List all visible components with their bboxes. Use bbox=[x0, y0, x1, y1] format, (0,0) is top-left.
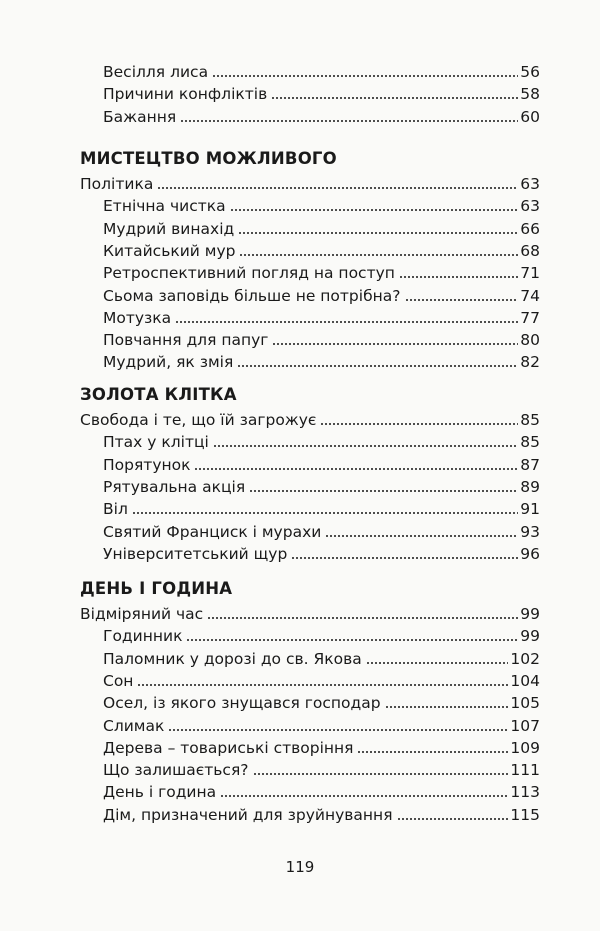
toc-entry-title: Годинник bbox=[103, 627, 183, 646]
toc-entry-page: 77 bbox=[520, 308, 540, 327]
toc-chapter bbox=[80, 601, 540, 623]
dot-leader bbox=[405, 299, 519, 301]
dot-leader bbox=[213, 445, 518, 447]
toc-entry bbox=[103, 216, 540, 238]
toc-entry-title: Весілля лиса bbox=[103, 63, 209, 81]
toc-entry bbox=[103, 452, 540, 474]
toc-entry bbox=[103, 496, 540, 518]
toc-entry bbox=[103, 668, 540, 690]
dot-leader bbox=[366, 662, 509, 664]
toc-entry-title: Мудрий винахід bbox=[103, 219, 235, 238]
toc-entry-page: 99 bbox=[520, 605, 540, 623]
toc-entry-title: Повчання для папуг bbox=[103, 331, 269, 350]
toc-entry bbox=[103, 305, 540, 327]
toc-entry-page: 82 bbox=[520, 353, 540, 372]
toc-entry bbox=[103, 59, 540, 81]
toc-entry bbox=[103, 757, 540, 779]
toc-entry-title: Сьома заповідь більше не потрібна? bbox=[103, 286, 401, 305]
toc-entry-title: Політика bbox=[80, 175, 154, 193]
toc-entry bbox=[103, 327, 540, 349]
toc-entry-page: 104 bbox=[510, 671, 540, 690]
toc-entry-title: Дім, призначений для зруйнування bbox=[103, 805, 393, 824]
toc-entry-page: 66 bbox=[520, 219, 540, 238]
toc-entry-title: Слимак bbox=[103, 716, 165, 735]
toc-entry-title: Птах у клітці bbox=[103, 433, 209, 452]
toc-entry-title: Китайський мур bbox=[103, 241, 236, 260]
toc-entry-title: Святий Франциск і мурахи bbox=[103, 522, 322, 541]
dot-leader bbox=[212, 75, 518, 77]
toc-entry-title: Мудрий, як змія bbox=[103, 353, 234, 372]
toc-entry-title: Сон bbox=[103, 671, 134, 690]
toc-entry-page: 56 bbox=[520, 63, 540, 81]
toc-entry-page: 115 bbox=[510, 805, 540, 824]
dot-leader bbox=[230, 209, 519, 211]
toc-entry-title: Свобода і те, що їй загрожує bbox=[80, 411, 317, 429]
toc-entry bbox=[103, 802, 540, 824]
toc-entry-page: 74 bbox=[520, 286, 540, 305]
toc-entry-page: 113 bbox=[510, 783, 540, 802]
toc-entry bbox=[103, 779, 540, 801]
section-heading: ЗОЛОТА КЛІТКА bbox=[80, 385, 237, 404]
dot-leader bbox=[220, 795, 508, 797]
dot-leader bbox=[325, 535, 518, 537]
dot-leader bbox=[249, 490, 518, 492]
toc-entry-page: 85 bbox=[520, 433, 540, 452]
toc-entry bbox=[103, 104, 540, 126]
toc-entry-page: 85 bbox=[520, 411, 540, 429]
toc-chapter bbox=[80, 171, 540, 193]
dot-leader bbox=[399, 276, 518, 278]
dot-leader bbox=[253, 773, 509, 775]
dot-leader bbox=[207, 617, 518, 619]
dot-leader bbox=[237, 365, 518, 367]
dot-leader bbox=[385, 706, 509, 708]
toc-entry bbox=[103, 623, 540, 645]
toc-entry bbox=[103, 690, 540, 712]
toc-entry-page: 99 bbox=[520, 627, 540, 646]
toc-entry-title: Дерева – товариські створіння bbox=[103, 738, 354, 757]
toc-entry-page: 63 bbox=[520, 197, 540, 216]
toc-entry-title: Етнічна чистка bbox=[103, 197, 226, 216]
toc-entry-page: 109 bbox=[510, 738, 540, 757]
toc-entry-page: 105 bbox=[510, 694, 540, 713]
toc-entry-title: Рятувальна акція bbox=[103, 477, 246, 496]
toc-entry-title: День і година bbox=[103, 783, 217, 802]
toc-entry-title: Причини конфліктів bbox=[103, 85, 268, 104]
toc-chapter bbox=[80, 407, 540, 429]
section-heading: МИСТЕЦТВО МОЖЛИВОГО bbox=[80, 149, 337, 168]
toc-entry bbox=[103, 283, 540, 305]
toc-entry-page: 96 bbox=[520, 544, 540, 563]
toc-entry bbox=[103, 81, 540, 103]
toc-entry-page: 58 bbox=[520, 85, 540, 104]
toc-entry-page: 111 bbox=[510, 761, 540, 780]
dot-leader bbox=[157, 187, 518, 189]
toc-entry-title: Університетський щур bbox=[103, 544, 288, 563]
toc-entry bbox=[103, 429, 540, 451]
toc-entry-title: Паломник у дорозі до св. Якова bbox=[103, 649, 362, 668]
dot-leader bbox=[357, 751, 508, 753]
dot-leader bbox=[291, 557, 518, 559]
dot-leader bbox=[137, 684, 508, 686]
dot-leader bbox=[186, 639, 518, 641]
toc-entry bbox=[103, 349, 540, 371]
toc-entry bbox=[103, 713, 540, 735]
toc-entry-title: Бажання bbox=[103, 107, 177, 126]
dot-leader bbox=[238, 232, 518, 234]
toc-entry-page: 93 bbox=[520, 522, 540, 541]
toc-entry-page: 68 bbox=[520, 241, 540, 260]
toc-entry-title: Ретроспективний погляд на поступ bbox=[103, 264, 395, 283]
toc-entry bbox=[103, 474, 540, 496]
toc-entry-page: 87 bbox=[520, 455, 540, 474]
section-heading: ДЕНЬ І ГОДИНА bbox=[80, 579, 233, 598]
dot-leader bbox=[239, 254, 518, 256]
dot-leader bbox=[271, 97, 518, 99]
dot-leader bbox=[132, 512, 518, 514]
toc-entry-page: 80 bbox=[520, 331, 540, 350]
toc-entry bbox=[103, 193, 540, 215]
toc-entry bbox=[103, 519, 540, 541]
dot-leader bbox=[180, 120, 518, 122]
toc-entry-title: Що залишається? bbox=[103, 761, 249, 780]
toc-entry bbox=[103, 260, 540, 282]
toc-entry-title: Порятунок bbox=[103, 455, 191, 474]
toc-entry-page: 89 bbox=[520, 477, 540, 496]
toc-entry-page: 71 bbox=[520, 264, 540, 283]
toc-entry-page: 63 bbox=[520, 175, 540, 193]
toc-entry-title: Віл bbox=[103, 500, 128, 519]
toc-entry bbox=[103, 646, 540, 668]
page-number: 119 bbox=[285, 858, 315, 876]
dot-leader bbox=[175, 321, 518, 323]
dot-leader bbox=[397, 818, 509, 820]
dot-leader bbox=[272, 343, 518, 345]
toc-entry-page: 107 bbox=[510, 716, 540, 735]
toc-entry-page: 102 bbox=[510, 649, 540, 668]
toc-entry-title: Мотузка bbox=[103, 308, 172, 327]
toc-entry-page: 60 bbox=[520, 107, 540, 126]
toc-entry bbox=[103, 238, 540, 260]
toc-entry-title: Осел, із якого знущався господар bbox=[103, 694, 381, 713]
dot-leader bbox=[194, 468, 518, 470]
toc-entry-page: 91 bbox=[520, 500, 540, 519]
toc-entry-title: Відміряний час bbox=[80, 605, 204, 623]
dot-leader bbox=[320, 423, 518, 425]
toc-entry bbox=[103, 735, 540, 757]
toc-entry bbox=[103, 541, 540, 563]
dot-leader bbox=[168, 729, 508, 731]
